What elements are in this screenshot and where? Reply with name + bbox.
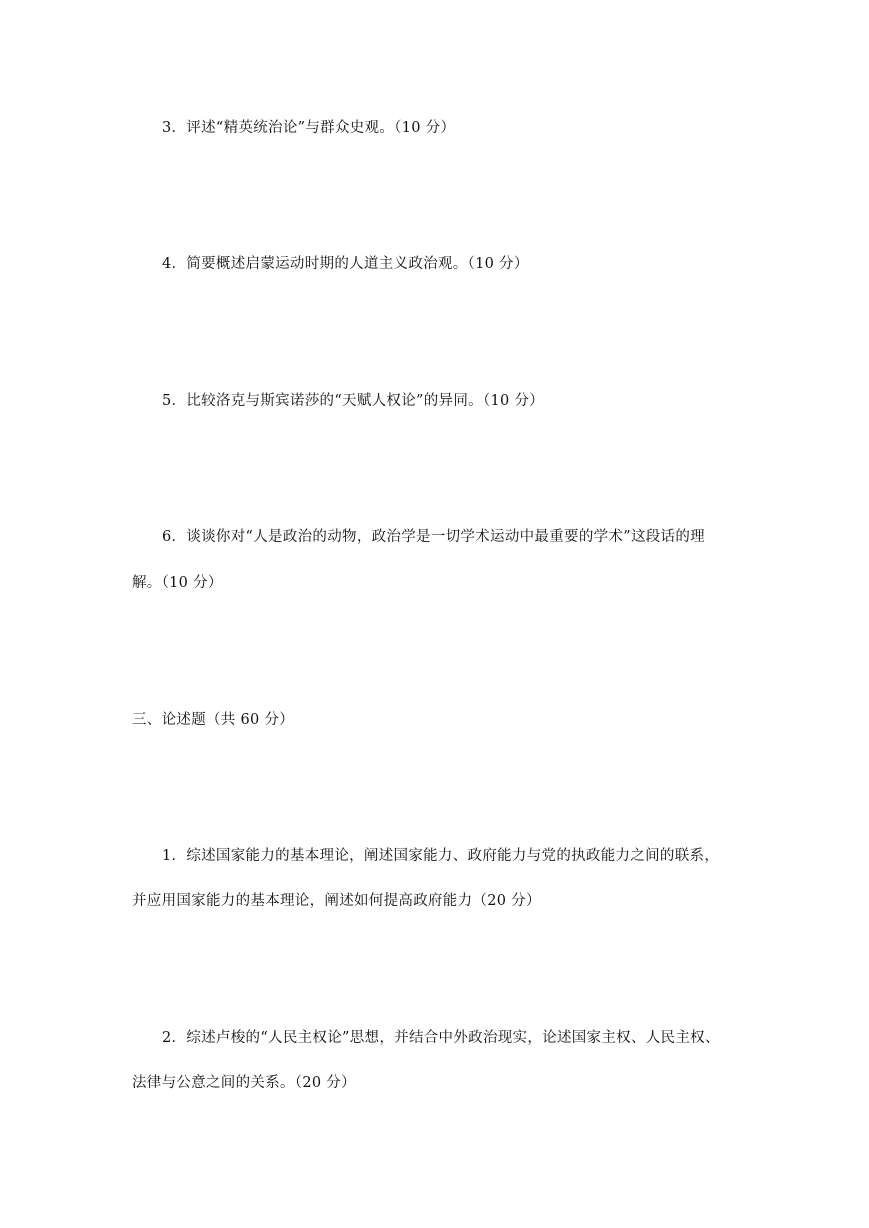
question-4: 4．简要概述启蒙运动时期的人道主义政治观。（10 分） xyxy=(162,256,529,272)
question-6-line-2: 解。（10 分） xyxy=(132,575,223,591)
essay-question-2-line-2: 法律与公意之间的关系。（20 分） xyxy=(132,1075,356,1091)
essay-question-2-line-1: 2．综述卢梭的“人民主权论”思想，并结合中外政治现实，论述国家主权、人民主权、 xyxy=(162,1030,720,1046)
question-5: 5．比较洛克与斯宾诺莎的“天赋人权论”的异同。（10 分） xyxy=(162,393,545,409)
essay-question-1-line-2: 并应用国家能力的基本理论，阐述如何提高政府能力（20 分） xyxy=(132,893,541,909)
essay-question-1-line-1: 1．综述国家能力的基本理论，阐述国家能力、政府能力与党的执政能力之间的联系， xyxy=(162,848,720,864)
section-heading-essay: 三、论述题（共 60 分） xyxy=(132,712,295,728)
question-6-line-1: 6．谈谈你对“人是政治的动物，政治学是一切学术运动中最重要的学术”这段话的理 xyxy=(162,529,705,545)
question-3: 3．评述“精英统治论”与群众史观。（10 分） xyxy=(162,120,456,136)
